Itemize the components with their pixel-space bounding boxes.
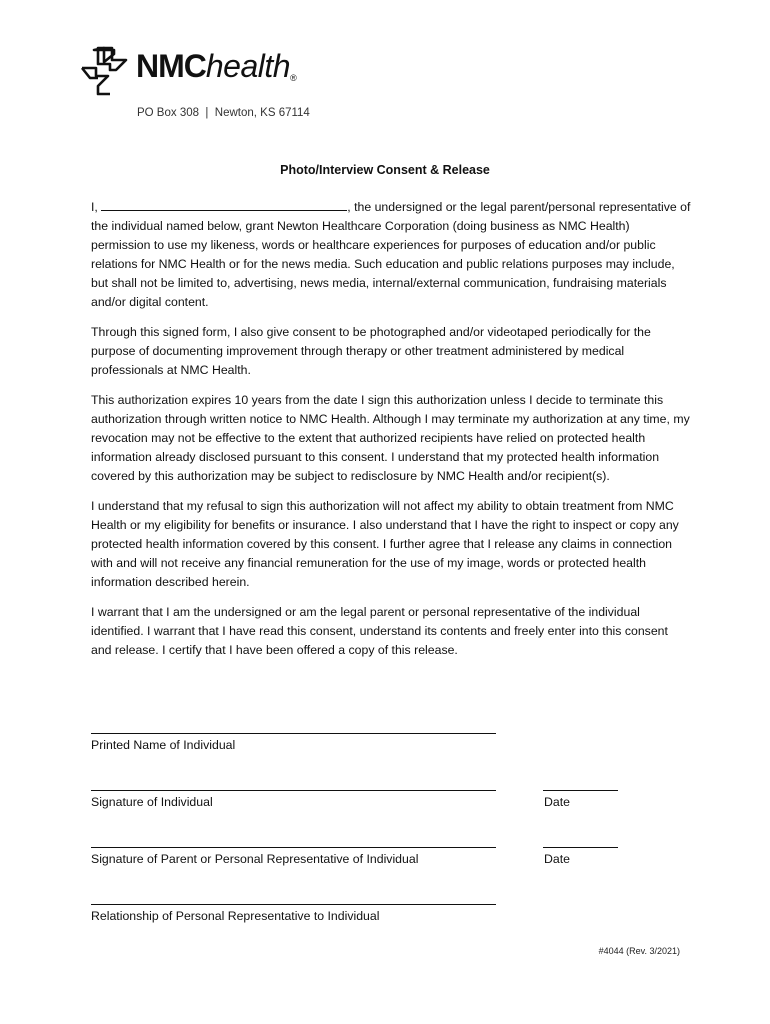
date-label-1: Date (544, 795, 570, 809)
relationship-line[interactable] (91, 904, 496, 905)
parent-signature-line[interactable] (91, 847, 496, 848)
intro-prefix: I, (91, 200, 102, 214)
intro-suffix: , the undersigned or the legal parent/personal representative of the individual named below, grant Newton Healthcare Corporation (doing business as NMC Health) permission to use my likeness, words or healthcare experiences for purposes of education and/or public relations for NMC Health or for the news media. Such education and public relations purposes may include, but shall not be limited to, advertising, news media, internal/external communication, fundraising materials and/or digital content. (91, 200, 691, 309)
brand-name (136, 48, 297, 85)
consent-paragraph-3: This authorization expires 10 years from the date I sign this authorization unless I decide to terminate this authorization through written notice to NMC Health. Although I may terminate my authorization at any time, my revocation may not be effective to the extent that authorized recipients have relied on protected health information already disclosed pursuant to this consent. I understand that my protected health information covered by this authorization may be subject to redisclosure by NMC Health and/or recipient(s). (91, 393, 690, 483)
printed-name-line[interactable] (91, 733, 496, 734)
parent-signature-label: Signature of Parent or Personal Representative of Individual (91, 852, 419, 866)
consent-paragraph-2: Through this signed form, I also give consent to be photographed and/or videotaped periodically for the purpose of documenting improvement through therapy or other treatment administered by medical professionals at NMC Health. (91, 325, 651, 377)
name-blank-field[interactable] (101, 198, 347, 211)
brand-secondary: health (205, 48, 291, 84)
brand-primary: NMC (136, 48, 206, 84)
signature-label: Signature of Individual (91, 795, 213, 809)
relationship-label: Relationship of Personal Representative to Individual (91, 909, 380, 923)
date-label-2: Date (544, 852, 570, 866)
date-line-2[interactable] (543, 847, 618, 848)
signature-line[interactable] (91, 790, 496, 791)
consent-paragraph-5: I warrant that I am the undersigned or am the legal parent or personal representative of the individual identified. I warrant that I have read this consent, understand its contents and freely enter into this consent and release. I certify that I have been offered a copy of this release. (91, 605, 668, 657)
date-line-1[interactable] (543, 790, 618, 791)
cross-logo-icon (80, 46, 130, 96)
registered-mark: ® (290, 73, 297, 83)
consent-paragraph-4: I understand that my refusal to sign this authorization will not affect my ability to obtain treatment from NMC Health or my eligibility for benefits or insurance. I also understand that I have the right to inspect or copy any protected health information covered by this consent. I further agree that I release any claims in connection with and will not receive any financial remuneration for the use of my image, words or protected health information described herein. (91, 499, 679, 589)
printed-name-label: Printed Name of Individual (91, 738, 236, 752)
form-number: #4044 (Rev. 3/2021) (598, 946, 680, 956)
intro-paragraph (91, 198, 691, 312)
form-title: Photo/Interview Consent & Release (280, 163, 490, 177)
consent-body (91, 198, 691, 671)
address: PO Box 308 | Newton, KS 67114 (137, 107, 310, 119)
